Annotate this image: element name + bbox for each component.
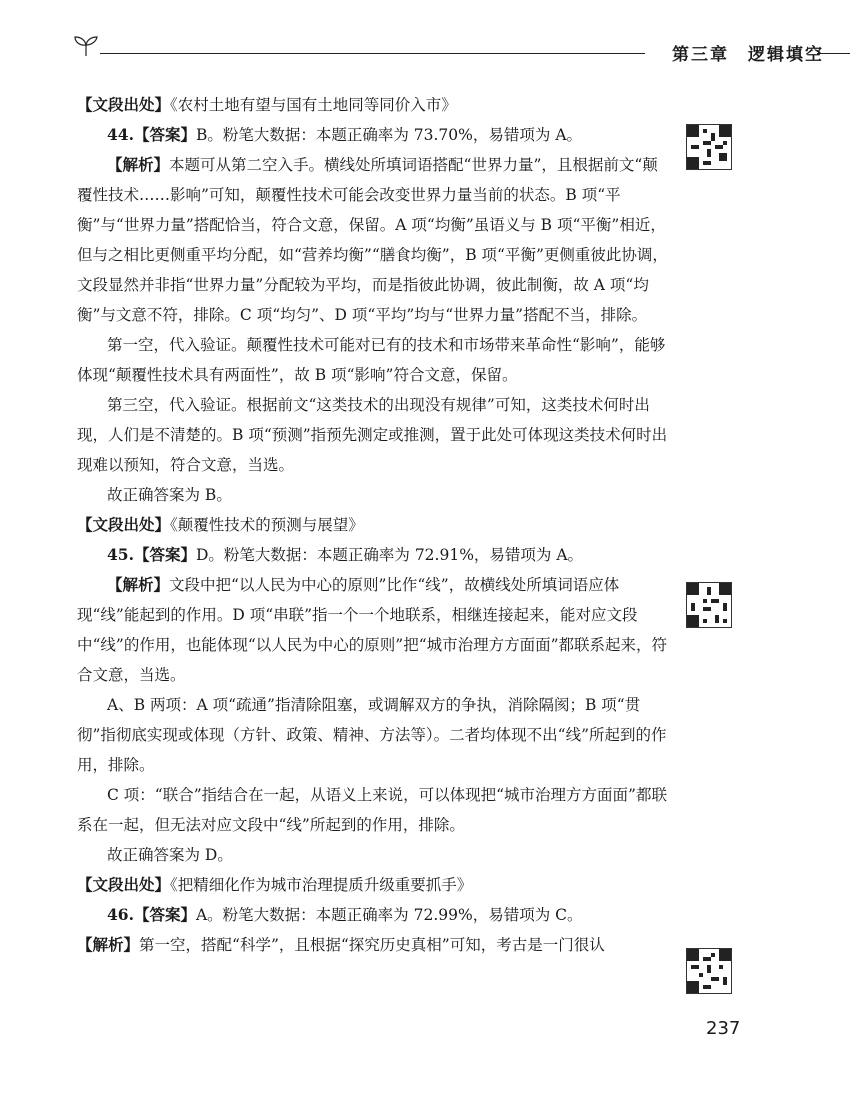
paragraph (77, 900, 673, 930)
chapter-title: 第三章 逻辑填空 (672, 45, 824, 65)
paragraph (77, 510, 673, 540)
paragraph-lead: 44.【答案】 (107, 125, 196, 144)
paragraph-text: 第一空，代入验证。颠覆性技术可能对已有的技术和市场带来革命性“影响”，能够体现“颠覆性技术具有两面性”，故 B 项“影响”符合文意，保留。 (77, 336, 666, 384)
paragraph-text: A、B 两项：A 项“疏通”指清除阻塞，或调解双方的争执，消除隔阂；B 项“贯彻”指彻底实现或体现（方针、政策、精神、方法等）。二者均体现不出“线”所起到的作用，排除。 (77, 696, 667, 774)
paragraph-text: 文段中把“以人民为中心的原则”比作“线”，故横线处所填词语应体现“线”能起到的作用。D 项“串联”指一个一个地联系，相继连接起来，能对应文段中“线”的作用，也能体现“以人民为中心的原则”把“城市治理方方面面”都联系起来，符合文意，当选。 (77, 576, 668, 684)
paragraph-lead: 【文段出处】 (77, 515, 171, 534)
paragraph-text: 本题可从第二空入手。横线处所填词语搭配“世界力量”，且根据前文“颠覆性技术……影响”可知，颠覆性技术可能会改变世界力量当前的状态。B 项“平衡”与“世界力量”搭配恰当，符合文意，保留。A 项“均衡”虽语义与 B 项“平衡”相近，但与之相比更侧重平均分配，如“营养均衡”“膳食均衡”，B 项“平衡”更侧重彼此协调，文段显然并非指“世界力量”分配较为平均，而是指彼此协调，彼此制衡，故 A 项“均衡”与文意不符，排除。C 项“均匀”、D 项“平均”均与“世界力量”搭配不当，排除。 (77, 156, 668, 324)
paragraph-text: 《颠覆性技术的预测与展望》 (170, 516, 364, 534)
paragraph (77, 120, 673, 150)
paragraph (77, 90, 673, 120)
paragraph-text: 《农村土地有望与国有土地同等同价入市》 (170, 96, 457, 114)
paragraph-lead: 【文段出处】 (77, 875, 171, 894)
qr-code-icon[interactable] (686, 124, 732, 170)
paragraph-lead: 【解析】 (77, 935, 140, 954)
sprout-icon (72, 34, 100, 58)
header-rule-left (100, 53, 645, 54)
paragraph (77, 780, 673, 840)
paragraph-lead: 【解析】 (107, 575, 170, 594)
paragraph (77, 330, 673, 390)
paragraph (77, 150, 673, 330)
paragraph (77, 840, 673, 870)
qr-code-icon[interactable] (686, 948, 732, 994)
paragraph-lead: 45.【答案】 (107, 545, 196, 564)
paragraph (77, 480, 673, 510)
page-header (72, 30, 824, 70)
paragraph-text: 故正确答案为 B。 (107, 486, 232, 504)
paragraph (77, 870, 673, 900)
paragraph (77, 690, 673, 780)
paragraph-text: C 项：“联合”指结合在一起，从语义上来说，可以体现把“城市治理方方面面”都联系在一起，但无法对应文段中“线”所起到的作用，排除。 (77, 786, 667, 834)
paragraph (77, 930, 673, 960)
paragraph-text: D。粉笔大数据：本题正确率为 72.91%，易错项为 A。 (195, 546, 584, 564)
paragraph (77, 540, 673, 570)
paragraph-text: 故正确答案为 D。 (107, 846, 233, 864)
paragraph-text: 《把精细化作为城市治理提质升级重要抓手》 (170, 876, 473, 894)
paragraph-text: B。粉笔大数据：本题正确率为 73.70%，易错项为 A。 (195, 126, 583, 144)
paragraph-text: A。粉笔大数据：本题正确率为 72.99%，易错项为 C。 (195, 906, 583, 924)
qr-code-icon[interactable] (686, 582, 732, 628)
paragraph-lead: 【文段出处】 (77, 95, 171, 114)
page-number: 237 (706, 1018, 741, 1039)
paragraph-lead: 46.【答案】 (107, 905, 196, 924)
header-rule-right (817, 53, 850, 54)
main-text (77, 90, 673, 960)
paragraph (77, 570, 673, 690)
paragraph-text: 第三空，代入验证。根据前文“这类技术的出现没有规律”可知，这类技术何时出现，人们是不清楚的。B 项“预测”指预先测定或推测，置于此处可体现这类技术何时出现难以预知，符合文意，当选。 (77, 396, 668, 474)
paragraph (77, 390, 673, 480)
paragraph-text: 第一空，搭配“科学”，且根据“探究历史真相”可知，考古是一门很认 (139, 936, 605, 954)
paragraph-lead: 【解析】 (107, 155, 170, 174)
